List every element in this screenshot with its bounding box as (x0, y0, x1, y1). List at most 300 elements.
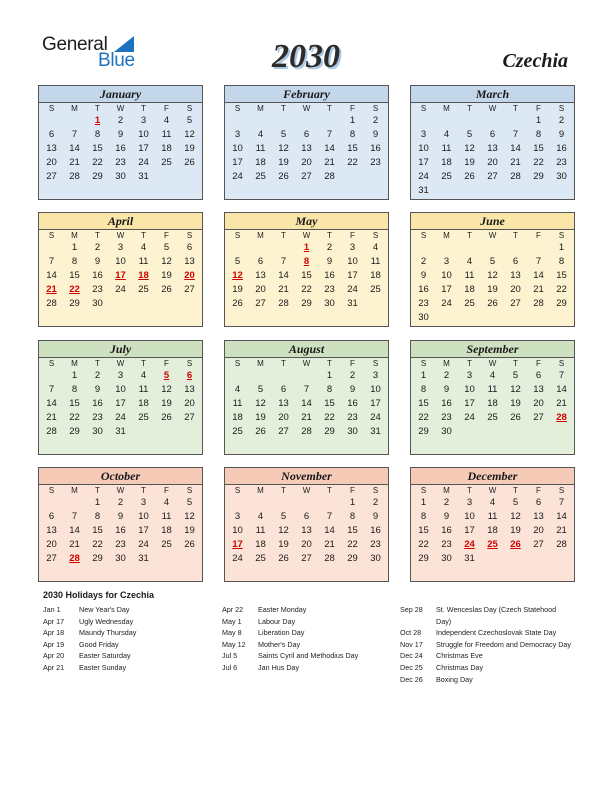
month-days-grid (411, 358, 574, 439)
empty-cell (40, 496, 63, 510)
day-cell: 23 (115, 539, 126, 550)
day-cell: 10 (138, 511, 149, 522)
holiday-name: Independent Czechoslovak State Day (436, 628, 557, 638)
day-cell: 15 (92, 143, 103, 154)
weekday-header: M (71, 231, 78, 240)
day-cell: 15 (418, 525, 429, 536)
day-cell: 11 (487, 384, 498, 395)
weekday-header: T (467, 486, 472, 495)
day-cell: 18 (441, 157, 452, 168)
holiday-name: Boxing Day (436, 674, 473, 684)
day-cell: 11 (232, 398, 243, 409)
holiday-name: Struggle for Freedom and Democracy Day (436, 639, 572, 649)
weekday-header: T (513, 104, 518, 113)
day-cell: 4 (163, 497, 170, 508)
day-cell: 28 (301, 426, 312, 437)
day-cell: 5 (280, 129, 287, 140)
empty-cell (40, 369, 63, 383)
holiday-row (222, 650, 392, 662)
day-cell: 30 (324, 298, 335, 309)
day-cell: 31 (464, 553, 475, 564)
day-cell: 8 (349, 511, 356, 522)
month-october (38, 467, 203, 582)
weekday-header: T (513, 231, 518, 240)
day-cell: 11 (161, 129, 172, 140)
day-cell: 15 (418, 398, 429, 409)
holiday-date: Jul 5 (222, 651, 238, 661)
holiday-date: Apr 21 (43, 662, 65, 672)
weekday-header: S (558, 486, 565, 495)
day-cell: 30 (115, 553, 126, 564)
holiday-date: Dec 24 (400, 651, 423, 661)
day-cell: 28 (324, 171, 335, 182)
country-title: Czechia (502, 50, 568, 72)
day-cell: 3 (420, 129, 427, 140)
day-cell: 5 (163, 242, 170, 253)
day-cell: 28 (533, 298, 544, 309)
day-cell: 22 (533, 157, 544, 168)
weekday-header: M (257, 486, 264, 495)
day-cell: 16 (370, 143, 381, 154)
weekday-header: T (281, 359, 286, 368)
logo-blue-text: Blue (98, 50, 135, 71)
day-cell: 21 (46, 412, 57, 423)
day-cell: 14 (510, 143, 521, 154)
weekday-header: F (164, 231, 169, 240)
weekday-header: S (234, 486, 241, 495)
empty-cell (272, 496, 295, 510)
empty-cell (226, 496, 249, 510)
day-cell: 4 (372, 242, 379, 253)
day-cell: 23 (92, 284, 103, 295)
day-cell: 11 (138, 384, 149, 395)
weekday-header: M (443, 231, 450, 240)
weekday-header: S (234, 359, 241, 368)
weekday-header: T (327, 231, 332, 240)
day-cell: 21 (533, 284, 544, 295)
weekday-header: S (420, 231, 427, 240)
day-cell: 22 (347, 157, 358, 168)
day-cell: 29 (324, 426, 335, 437)
day-cell: 13 (301, 525, 312, 536)
day-cell: 29 (301, 298, 312, 309)
weekday-header: F (164, 104, 169, 113)
day-cell: 17 (347, 270, 358, 281)
day-cell: 2 (443, 370, 450, 381)
weekday-header: S (372, 486, 379, 495)
day-cell: 9 (94, 384, 101, 395)
day-cell: 3 (466, 370, 473, 381)
month-july (38, 340, 203, 455)
day-cell: 12 (278, 143, 289, 154)
day-cell: 25 (255, 553, 266, 564)
day-cell: 10 (115, 384, 126, 395)
day-cell: 20 (301, 157, 312, 168)
month-days-grid (39, 103, 202, 184)
day-cell: 12 (510, 384, 521, 395)
holiday-row (43, 639, 213, 651)
day-cell: 15 (347, 525, 358, 536)
day-cell: 13 (533, 384, 544, 395)
weekday-header: T (95, 359, 100, 368)
empty-cell (295, 369, 318, 383)
day-cell: 7 (326, 511, 333, 522)
day-cell: 18 (464, 284, 475, 295)
day-cell: 13 (278, 398, 289, 409)
month-title: March (411, 86, 574, 103)
day-cell: 4 (257, 129, 264, 140)
day-cell: 2 (558, 115, 565, 126)
day-cell: 8 (71, 256, 78, 267)
day-cell: 28 (556, 539, 567, 550)
day-cell: 2 (94, 370, 101, 381)
day-cell: 25 (441, 171, 452, 182)
month-days-grid (225, 230, 388, 311)
day-cell: 19 (510, 398, 521, 409)
day-cell: 11 (441, 143, 452, 154)
weekday-header: T (141, 231, 146, 240)
weekday-header: T (327, 359, 332, 368)
day-cell: 11 (370, 256, 381, 267)
day-cell: 1 (94, 497, 101, 508)
weekday-header: S (186, 104, 193, 113)
day-cell: 14 (278, 270, 289, 281)
weekday-header: F (350, 486, 355, 495)
holiday-day-cell: 25 (487, 539, 498, 550)
day-cell: 23 (370, 539, 381, 550)
weekday-header: F (350, 231, 355, 240)
empty-cell (40, 114, 63, 128)
day-cell: 7 (71, 511, 78, 522)
day-cell: 6 (303, 129, 310, 140)
month-title: December (411, 468, 574, 485)
day-cell: 30 (441, 426, 452, 437)
empty-cell (504, 241, 527, 255)
day-cell: 2 (117, 115, 124, 126)
day-cell: 14 (556, 511, 567, 522)
day-cell: 30 (115, 171, 126, 182)
month-days-grid (39, 358, 202, 439)
day-cell: 6 (512, 256, 519, 267)
day-cell: 26 (487, 298, 498, 309)
empty-cell (458, 114, 481, 128)
day-cell: 31 (347, 298, 358, 309)
day-cell: 26 (161, 412, 172, 423)
day-cell: 6 (186, 242, 193, 253)
day-cell: 17 (138, 143, 149, 154)
day-cell: 17 (464, 398, 475, 409)
day-cell: 15 (324, 398, 335, 409)
weekday-header: T (327, 104, 332, 113)
holiday-row (400, 604, 572, 627)
day-cell: 1 (420, 370, 427, 381)
day-cell: 10 (464, 384, 475, 395)
weekday-header: F (536, 231, 541, 240)
weekday-header: S (558, 359, 565, 368)
weekday-header: M (71, 486, 78, 495)
day-cell: 30 (92, 298, 103, 309)
day-cell: 26 (184, 539, 195, 550)
day-cell: 1 (535, 115, 542, 126)
day-cell: 3 (349, 242, 356, 253)
day-cell: 9 (349, 384, 356, 395)
empty-cell (226, 241, 249, 255)
weekday-header: W (488, 359, 497, 368)
holiday-day-cell: 12 (232, 270, 243, 281)
day-cell: 24 (232, 553, 243, 564)
day-cell: 20 (510, 284, 521, 295)
weekday-header: M (443, 104, 450, 113)
day-cell: 3 (117, 370, 124, 381)
holiday-day-cell: 17 (115, 270, 126, 281)
day-cell: 19 (232, 284, 243, 295)
weekday-header: S (234, 104, 241, 113)
month-days-grid (411, 103, 574, 198)
day-cell: 7 (558, 370, 565, 381)
holiday-name: Ugly Wednesday (79, 616, 134, 626)
day-cell: 14 (533, 270, 544, 281)
day-cell: 10 (464, 511, 475, 522)
day-cell: 12 (464, 143, 475, 154)
day-cell: 25 (255, 171, 266, 182)
empty-cell (249, 369, 272, 383)
day-cell: 20 (46, 157, 57, 168)
day-cell: 22 (69, 412, 80, 423)
holiday-day-cell: 8 (303, 256, 310, 267)
holiday-name: Saints Cyril and Methodius Day (258, 651, 359, 661)
day-cell: 22 (556, 284, 567, 295)
day-cell: 5 (234, 256, 241, 267)
holiday-row (43, 662, 213, 674)
day-cell: 5 (186, 497, 193, 508)
holiday-name: Mother's Day (258, 639, 301, 649)
day-cell: 13 (46, 525, 57, 536)
holiday-row (222, 662, 392, 674)
day-cell: 21 (69, 157, 80, 168)
weekday-header: W (302, 231, 311, 240)
day-cell: 15 (556, 270, 567, 281)
holiday-name: Labour Day (258, 616, 296, 626)
day-cell: 20 (301, 539, 312, 550)
weekday-header: T (513, 486, 518, 495)
holiday-row (400, 650, 572, 662)
weekday-header: W (302, 359, 311, 368)
day-cell: 19 (255, 412, 266, 423)
day-cell: 6 (280, 384, 287, 395)
day-cell: 16 (556, 143, 567, 154)
day-cell: 8 (326, 384, 333, 395)
weekday-header: M (257, 359, 264, 368)
empty-cell (318, 496, 341, 510)
holidays-column-1 (43, 604, 213, 674)
day-cell: 17 (138, 525, 149, 536)
day-cell: 27 (510, 298, 521, 309)
day-cell: 10 (370, 384, 381, 395)
weekday-header: T (95, 231, 100, 240)
holiday-day-cell: 1 (303, 242, 310, 253)
holiday-date: Sep 28 (400, 605, 423, 614)
day-cell: 7 (71, 129, 78, 140)
weekday-header: F (536, 359, 541, 368)
empty-cell (249, 114, 272, 128)
weekday-header: F (536, 486, 541, 495)
day-cell: 3 (443, 256, 450, 267)
day-cell: 7 (303, 384, 310, 395)
day-cell: 16 (347, 398, 358, 409)
holidays-title: 2030 Holidays for Czechia (43, 590, 155, 600)
day-cell: 18 (487, 398, 498, 409)
day-cell: 26 (278, 553, 289, 564)
day-cell: 27 (301, 553, 312, 564)
day-cell: 10 (115, 256, 126, 267)
day-cell: 29 (347, 553, 358, 564)
month-days-grid (411, 485, 574, 566)
month-september (410, 340, 575, 455)
weekday-header: S (558, 231, 565, 240)
day-cell: 14 (46, 270, 57, 281)
day-cell: 27 (533, 539, 544, 550)
weekday-header: S (48, 486, 55, 495)
day-cell: 8 (420, 511, 427, 522)
empty-cell (412, 114, 435, 128)
day-cell: 4 (466, 256, 473, 267)
day-cell: 22 (92, 157, 103, 168)
day-cell: 9 (443, 511, 450, 522)
day-cell: 4 (489, 497, 496, 508)
holiday-date: Jul 6 (222, 662, 238, 672)
day-cell: 27 (533, 412, 544, 423)
day-cell: 25 (232, 426, 243, 437)
day-cell: 14 (69, 525, 80, 536)
day-cell: 10 (347, 256, 358, 267)
day-cell: 23 (370, 157, 381, 168)
day-cell: 24 (138, 157, 149, 168)
day-cell: 24 (347, 284, 358, 295)
day-cell: 18 (370, 270, 381, 281)
day-cell: 15 (347, 143, 358, 154)
day-cell: 23 (556, 157, 567, 168)
day-cell: 13 (184, 256, 195, 267)
day-cell: 3 (466, 497, 473, 508)
day-cell: 4 (234, 384, 241, 395)
weekday-header: S (420, 486, 427, 495)
day-cell: 20 (46, 539, 57, 550)
day-cell: 21 (556, 398, 567, 409)
day-cell: 2 (94, 242, 101, 253)
empty-cell (481, 114, 504, 128)
day-cell: 1 (420, 497, 427, 508)
weekday-header: S (420, 104, 427, 113)
weekday-header: F (350, 359, 355, 368)
holiday-row (43, 650, 213, 662)
weekday-header: T (467, 104, 472, 113)
weekday-header: F (164, 486, 169, 495)
weekday-header: T (281, 486, 286, 495)
month-days-grid (225, 103, 388, 184)
empty-cell (272, 114, 295, 128)
holiday-row (43, 627, 213, 639)
empty-cell (458, 241, 481, 255)
day-cell: 1 (71, 370, 78, 381)
day-cell: 25 (138, 284, 149, 295)
day-cell: 1 (71, 242, 78, 253)
day-cell: 24 (370, 412, 381, 423)
holidays-column-2 (222, 604, 392, 674)
day-cell: 7 (326, 129, 333, 140)
weekday-header: M (257, 231, 264, 240)
day-cell: 19 (464, 157, 475, 168)
day-cell: 23 (441, 539, 452, 550)
weekday-header: F (164, 359, 169, 368)
day-cell: 3 (234, 511, 241, 522)
day-cell: 11 (255, 525, 266, 536)
day-cell: 2 (420, 256, 427, 267)
day-cell: 24 (441, 298, 452, 309)
day-cell: 22 (92, 539, 103, 550)
empty-cell (63, 496, 86, 510)
day-cell: 25 (487, 412, 498, 423)
day-cell: 2 (117, 497, 124, 508)
day-cell: 7 (48, 256, 55, 267)
weekday-header: T (141, 486, 146, 495)
day-cell: 26 (255, 426, 266, 437)
day-cell: 19 (278, 539, 289, 550)
day-cell: 4 (163, 115, 170, 126)
day-cell: 6 (48, 511, 55, 522)
day-cell: 25 (370, 284, 381, 295)
day-cell: 23 (115, 157, 126, 168)
weekday-header: M (71, 104, 78, 113)
day-cell: 1 (349, 115, 356, 126)
day-cell: 29 (69, 298, 80, 309)
day-cell: 18 (255, 539, 266, 550)
day-cell: 30 (370, 553, 381, 564)
day-cell: 5 (466, 129, 473, 140)
weekday-header: S (558, 104, 565, 113)
month-title: July (39, 341, 202, 358)
empty-cell (527, 241, 550, 255)
holiday-name: Christmas Day (436, 662, 484, 672)
day-cell: 24 (115, 412, 126, 423)
holiday-name: New Year's Day (79, 605, 130, 614)
day-cell: 6 (535, 370, 542, 381)
day-cell: 27 (46, 171, 57, 182)
day-cell: 12 (487, 270, 498, 281)
day-cell: 13 (255, 270, 266, 281)
holiday-row (43, 604, 213, 616)
day-cell: 16 (418, 284, 429, 295)
day-cell: 16 (441, 398, 452, 409)
day-cell: 7 (48, 384, 55, 395)
day-cell: 8 (558, 256, 565, 267)
day-cell: 28 (324, 553, 335, 564)
holiday-date: May 1 (222, 616, 242, 626)
weekday-header: S (372, 231, 379, 240)
weekday-header: F (350, 104, 355, 113)
day-cell: 4 (140, 242, 147, 253)
day-cell: 7 (280, 256, 287, 267)
day-cell: 31 (115, 426, 126, 437)
day-cell: 29 (92, 553, 103, 564)
empty-cell (40, 241, 63, 255)
day-cell: 13 (510, 270, 521, 281)
day-cell: 8 (94, 511, 101, 522)
weekday-header: T (281, 231, 286, 240)
weekday-header: T (467, 231, 472, 240)
day-cell: 10 (232, 143, 243, 154)
weekday-header: M (443, 359, 450, 368)
day-cell: 10 (418, 143, 429, 154)
